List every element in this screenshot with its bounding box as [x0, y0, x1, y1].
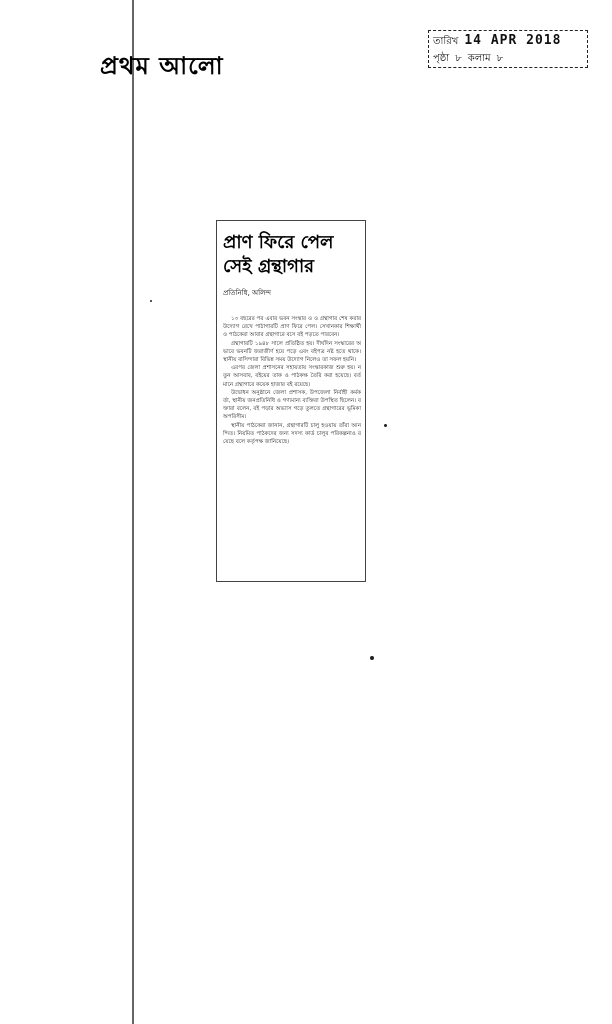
stamp-column-label: কলাম: [467, 53, 491, 64]
scan-speck: [370, 656, 374, 660]
article-paragraph: স্থানীয় পাঠকেরা জানান, গ্রন্থাগারটি চালু হওয়ায় তাঁরা আনন্দিত। নিয়মিত পাঠকদের জন্য সদস্য কার্ড চালুর পরিকল্পনাও রয়েছে বলে কর্তৃপক্ষ জানিয়েছে।: [223, 422, 361, 446]
news-clipping: [216, 220, 366, 582]
article-byline: প্রতিনিধি, অলিন্দ: [223, 289, 271, 297]
headline-line-2: সেই গ্রন্থাগার: [223, 256, 315, 277]
article-paragraph: ১৩ বছরের পর এবার ভবন সংস্কার ও ও গ্রন্থাগার শেষ করার উদ্যোগ রেখে পাঠাগারটি প্রাণ ফিরে পেল। সেখানকার শিক্ষার্থী ও পাঠকেরা আবার গ্রন্থাগারে বসে বই পড়তে পারবেন।: [223, 316, 361, 339]
article-paragraph: গ্রন্থাগারটি ১৯৪৮ সালে প্রতিষ্ঠিত হয়। দীর্ঘদিন সংস্কারের অভাবে ভবনটি জরাজীর্ণ হয়ে পড়ে এবং বইপত্র নষ্ট হতে থাকে। স্থানীয় বাসিন্দারা বিভিন্ন সময় উদ্যোগ নিলেও তা সফল হয়নি।: [223, 340, 361, 364]
headline-line-1: প্রাণ ফিরে পেল: [223, 232, 334, 253]
stamp-page-label: পৃষ্ঠা: [433, 53, 450, 64]
newspaper-masthead: প্রথম আলো: [100, 51, 224, 80]
stamp-date-value: 14 APR 2018: [464, 33, 562, 48]
scan-speck: [150, 300, 152, 302]
scan-speck: [384, 424, 387, 427]
page-fold-line: [132, 0, 134, 1024]
stamp-date-label: তারিখ: [433, 36, 459, 47]
stamp-column-value: ৮: [496, 53, 504, 64]
article-paragraph: এরপর জেলা প্রশাসনের সহায়তায় সংস্কারকাজ শুরু হয়। নতুন আসবাব, বইয়ের তাক ও পাঠকক্ষ তৈরি করা হয়েছে। বর্তমানে গ্রন্থাগারে কয়েক হাজার বই রয়েছে।: [223, 365, 361, 388]
article-paragraph: উদ্বোধন অনুষ্ঠানে জেলা প্রশাসক, উপজেলা নির্বাহী কর্মকর্তা, স্থানীয় জনপ্রতিনিধি ও গণ্যমান্য ব্যক্তিরা উপস্থিত ছিলেন। বক্তারা বলেন, বই পড়ার অভ্যাস গড়ে তুলতে গ্রন্থাগারের ভূমিকা অপরিসীম।: [223, 389, 361, 421]
stamp-page-value: ৮: [455, 53, 462, 64]
archive-stamp: [428, 30, 588, 68]
article-headline: [223, 231, 359, 279]
article-body: [223, 315, 361, 577]
